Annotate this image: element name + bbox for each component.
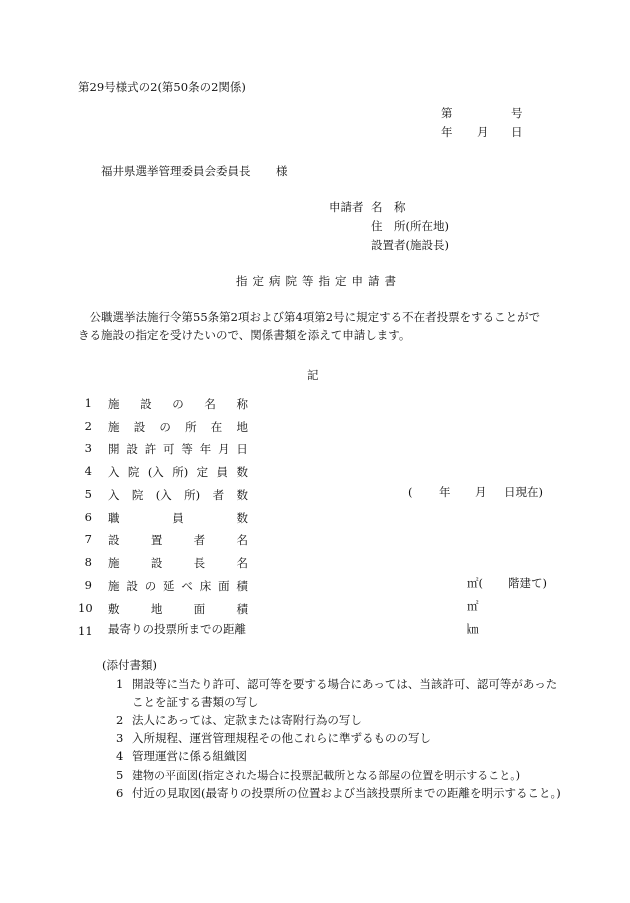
attachment-number: 6 [116,786,124,800]
ki-heading: 記 [307,368,319,382]
item-label: 入 院 (入 所) 者 数 [108,488,248,502]
item5-year: 年 [439,485,451,499]
item-number: 8 [84,555,92,569]
attachment-number: 3 [116,731,124,745]
applicant-address-label: 住 所(所在地) [371,219,449,233]
attachment-text: 入所規程、運営管理規程その他これらに準ずるものの写し [132,731,431,745]
item-number: 3 [84,441,92,455]
item-number: 6 [84,510,92,524]
applicant-founder-label: 設置者(施設長) [371,238,449,252]
date-month: 月 [477,125,489,139]
body-paragraph: 公職選挙法施行令第55条第2項および第4項第2号に規定する不在者投票をすることができる施設の指定を受けたいので、関係書類を添えて申請します。 [78,310,541,342]
item-label: 開 設 許 可 等 年 月 日 [108,442,248,456]
item11-unit: ㎞ [467,622,479,636]
attachments-heading: (添付書類) [102,658,157,672]
attachment-number: 2 [116,713,124,727]
item-number: 7 [84,532,92,546]
form-reference: 第29号様式の2(第50条の2関係) [78,80,246,94]
item10-unit: ㎡ [467,599,479,613]
item-label: 施 設 の 名 称 [108,397,248,411]
attachment-text: 付近の見取図(最寄りの投票所の位置および当該投票所までの距離を明示すること。) [132,786,561,800]
item-label: 入 院 (入 所) 定 員 数 [108,465,248,479]
item-label: 施 設 の 所 在 地 [108,420,248,434]
item9-floors: 階建て) [508,576,547,590]
item5-day-current: 日現在) [504,485,543,499]
item-number: 9 [84,578,92,592]
attachment-number: 4 [116,749,124,763]
date-year: 年 [441,125,453,139]
attachment-text: 開設等に当たり許可、認可等を要する場合にあっては、当該許可、認可等があったことを証する書類の写し [132,677,558,709]
applicant-label: 申請者 [329,200,364,214]
item-number: 1 [84,396,92,410]
attachment-number: 5 [116,768,124,782]
doc-number-go: 号 [511,106,523,120]
addressee-name: 福井県選挙管理委員会委員長 [101,164,251,178]
item-label: 敷 地 面 積 [108,602,248,616]
item-label: 施 設 長 名 [108,556,248,570]
item-number: 5 [84,487,92,501]
attachment-text: 建物の平面図(指定された場合に投票記載所となる部屋の位置を明示すること。) [132,769,521,782]
applicant-name-label: 名 称 [371,200,406,214]
attachment-number: 1 [116,677,124,691]
date-day: 日 [511,125,523,139]
item5-open: ( [408,485,413,499]
item-label: 施 設 の 延 べ 床 面 積 [108,579,248,593]
item-label: 最寄りの投票所までの距離 [108,622,246,636]
doc-number-dai: 第 [441,106,453,120]
attachment-text: 管理運営に係る組織図 [132,749,247,763]
item-label: 職 員 数 [108,511,248,525]
item-number: 10 [78,601,93,615]
item-label: 設 置 者 名 [108,533,248,547]
item-number: 4 [84,464,92,478]
document-title: 指定病院等指定申請書 [236,274,401,288]
item-number: 11 [78,624,93,638]
item5-month: 月 [475,485,487,499]
attachment-text: 法人にあっては、定款または寄附行為の写し [132,713,362,727]
item9-unit: ㎡( [467,576,483,590]
addressee-honorific: 様 [276,164,288,178]
item-number: 2 [84,419,92,433]
